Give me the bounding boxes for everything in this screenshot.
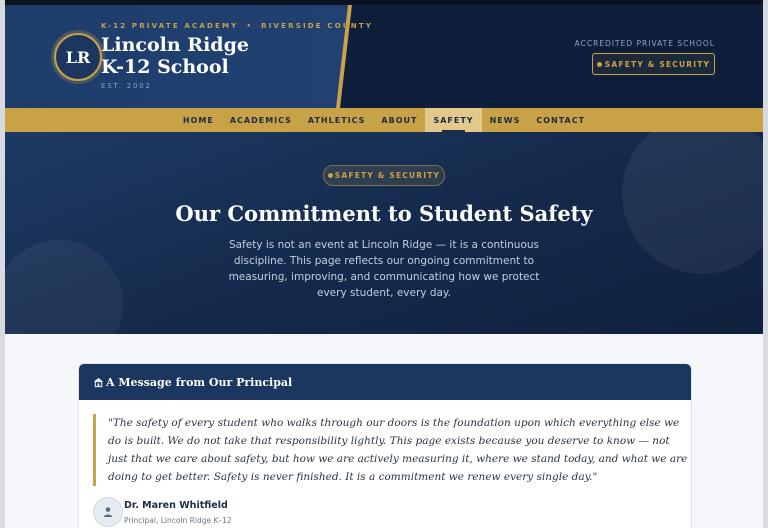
main-nav [5, 108, 763, 132]
section-pill-label: SAFETY & SECURITY [334, 171, 441, 180]
safety-security-button-label: SAFETY & SECURITY [604, 59, 711, 69]
card-header [79, 364, 691, 400]
hero-section [5, 132, 763, 334]
decorative-circle [5, 240, 123, 334]
nav-item-about[interactable]: ABOUT [381, 115, 418, 125]
hero-description: Safety is not an event at Lincoln Ridge — it is a continuous discipline. This page reflects our ongoing commitment to measuring, improving, and communicating how we protect every student, every day. [228, 239, 540, 299]
nav-item-academics[interactable]: ACADEMICS [229, 115, 292, 125]
dot-icon [597, 62, 602, 67]
principal-quote: "The safety of every student who walks through our doors is the foundation upon which everything else we do is built. We do not take that responsibility lightly. This page exists because you deserve to know — not just that we care about safety, but how we are actively measuring it, where we stand today, and what we are doing to get better. Safety is never finished. It is a commitment we renew every single day." [93, 414, 688, 486]
school-name-line1: Lincoln Ridge [101, 34, 249, 56]
author-name: Dr. Maren Whitfield [124, 500, 228, 511]
main-content [5, 334, 763, 528]
tagline-left: K-12 PRIVATE ACADEMY [101, 22, 239, 30]
page [5, 0, 763, 528]
school-logo[interactable]: LR [54, 33, 102, 81]
school-name[interactable] [101, 34, 249, 78]
school-name-line2: K-12 School [101, 56, 229, 78]
nav-item-athletics[interactable]: ATHLETICS [307, 115, 366, 125]
established-year: EST. 2002 [101, 82, 152, 90]
dot-icon [328, 173, 333, 178]
page-title: Our Commitment to Student Safety [175, 201, 593, 226]
avatar [93, 497, 123, 527]
school-icon [93, 377, 104, 388]
nav-item-home[interactable]: HOME [182, 115, 214, 125]
nav-item-safety[interactable]: SAFETY [425, 108, 481, 132]
section-pill [323, 165, 445, 186]
card-title: A Message from Our Principal [106, 375, 293, 389]
author-role: Principal, Lincoln Ridge K–12 [124, 516, 232, 525]
nav-item-news[interactable]: NEWS [489, 115, 521, 125]
tagline-separator: • [246, 22, 254, 30]
tagline-right: RIVERSIDE COUNTY [261, 22, 374, 30]
principal-message-card [78, 363, 692, 528]
site-header [5, 5, 763, 108]
accreditation-label: ACCREDITED PRIVATE SCHOOL [574, 39, 715, 48]
school-tagline [101, 22, 373, 30]
nav-item-contact[interactable]: CONTACT [536, 115, 586, 125]
person-icon [102, 506, 114, 518]
safety-security-button[interactable] [592, 53, 715, 75]
